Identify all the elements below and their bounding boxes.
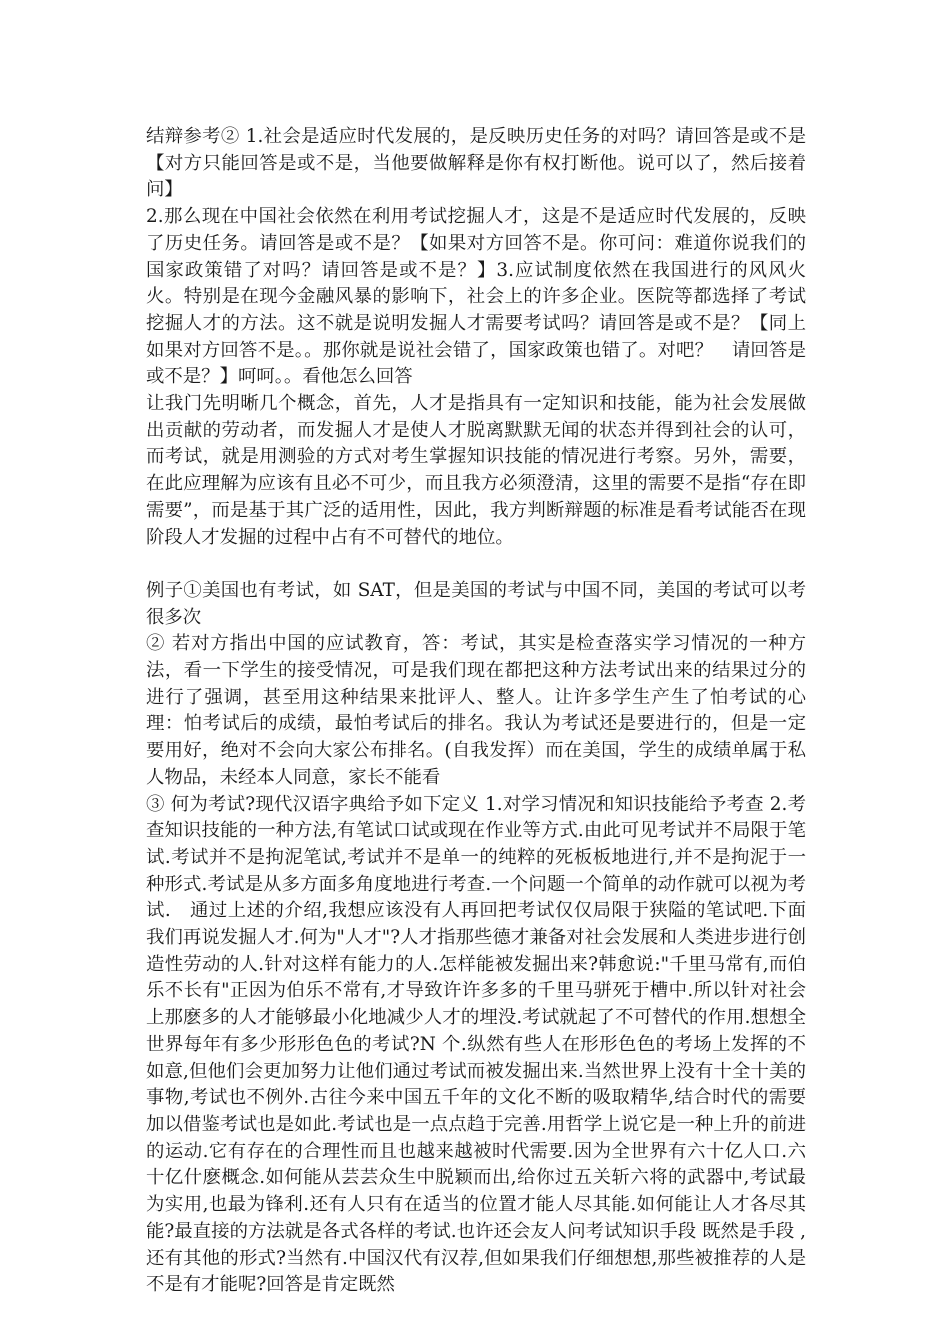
paragraph-debate-summary-2: 2.那么现在中国社会依然在利用考试挖掘人才，这是不是适应时代发展的，反映了历史任务。请回答是或不是？【如果对方回答不是。你可问：难道你说我们的国家政策错了对吗？请回答是或不是？】3.应试制度依然在我国进行的风风火火。特别是在现今金融风暴的影响下，社会上的许多企业。医院等都选择了考试挖掘人才的方法。这不就是说明发掘人才需要考试吗？请回答是或不是？【同上如果对方回答不是。。那你就是说社会错了，国家政策也错了。对吧？ 请回答是或不是？】呵呵。。看他怎么回答 — [146, 206, 806, 388]
paragraph-example-1: 例子①美国也有考试，如 SAT，但是美国的考试与中国不同，美国的考试可以考很多次 — [146, 579, 806, 628]
paragraph-debate-summary-1: 结辩参考② 1.社会是适应时代发展的，是反映历史任务的对吗？请回答是或不是【对方只能回答是或不是，当他要做解释是你有权打断他。说可以了，然后接着问】 — [146, 126, 806, 201]
paragraph-spacer — [146, 551, 806, 578]
paragraph-concept-definitions: 让我门先明晰几个概念，首先，人才是指具有一定知识和技能，能为社会发展做出贡献的劳动者，而发掘人才是使人才脱离默默无闻的状态并得到社会的认可，而考试，就是用测验的方式对考生掌握知识技能的情况进行考察。另外，需要，在此应理解为应该有且必不可少，而且我方必须澄清，这里的需要不是指“存在即需要”，而是基于其广泛的适用性，因此，我方判断辩题的标准是看考试能否在现阶段人才发掘的过程中占有不可替代的地位。 — [146, 393, 806, 548]
document-page — [146, 124, 806, 1299]
paragraph-example-2: ② 若对方指出中国的应试教育，答：考试，其实是检查落实学习情况的一种方法，看一下学生的接受情况，可是我们现在都把这种方法考试出来的结果过分的进行了强调，甚至用这种结果来批评人、整人。让许多学生产生了怕考试的心理：怕考试后的成绩，最怕考试后的排名。我认为考试还是要进行的，但是一定要用好，绝对不会向大家公布排名。(自我发挥）而在美国，学生的成绩单属于私人物品，未经本人同意，家长不能看 — [146, 633, 806, 788]
paragraph-example-3: ③ 何为考试?现代汉语字典给予如下定义 1.对学习情况和知识技能给予考查 2.考查知识技能的一种方法,有笔试口试或现在作业等方式.由此可见考试并不局限于笔试.考试并不是拘泥笔试,考试并不是单一的纯粹的死板板地进行,并不是拘泥于一种形式.考试是从多方面多角度地进行考查.一个问题一个简单的动作就可以视为考试. 通过上述的介绍,我想应该没有人再回把考试仅仅局限于狭隘的笔试吧.下面我们再说发掘人才.何为"人才"?人才指那些德才兼备对社会发展和人类进步进行创造性劳动的人.针对这样有能力的人.怎样能被发掘出来?韩愈说:"千里马常有,而伯乐不长有"正因为伯乐不常有,才导致许许多多的千里马骈死于槽中.所以针对社会上那麽多的人才能够最小化地减少人才的埋没.考试就起了不可替代的作用.想想全世界每年有多少形形色色的考试?N 个.纵然有些人在形形色色的考场上发挥的不如意,但他们会更加努力让他们通过考试而被发掘出来.当然世界上没有十全十美的事物,考试也不例外.古往今来中国五千年的文化不断的吸取精华,结合时代的需要加以借鉴考试也是如此.考试也是一点点趋于完善.用哲学上说它是一种上升的前进的运动.它有存在的合理性而且也越来越被时代需要.因为全世界有六十亿人口.六十亿什麽概念.如何能从芸芸众生中脱颖而出,给你过五关斩六将的武器中,考试最为实用,也最为锋利.还有人只有在适当的位置才能人尽其能.如何能让人才各尽其能?最直接的方法就是各式各样的考试.也许还会友人问考试知识手段 既然是手段 ,还有其他的形式?当然有.中国汉代有汉荐,但如果我们仔细想想,那些被推荐的人是不是有才能呢?回答是肯定既然 — [146, 793, 806, 1296]
